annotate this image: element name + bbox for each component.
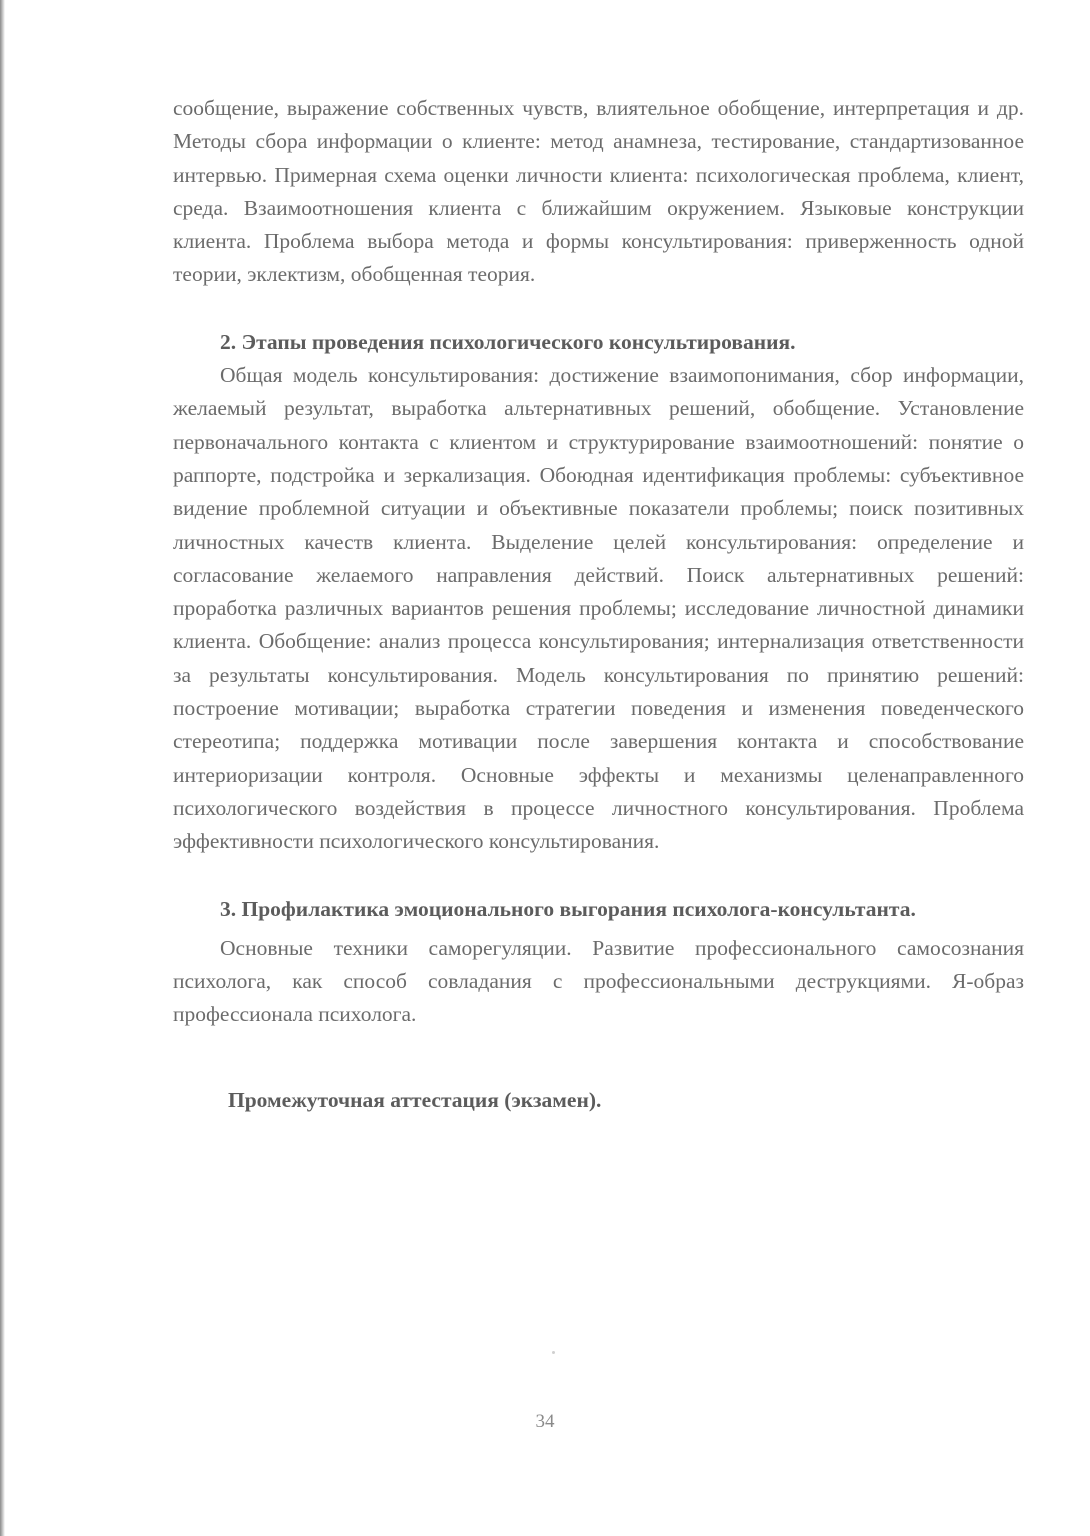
page-number: 34 (535, 1411, 555, 1432)
document-page (173, 92, 1024, 1117)
section-3-body: Основные техники саморегуляции. Развитие профессионального самосознания психолога, как способ совладания с профессиональными деструкциями. Я-образ профессионала психолога. (173, 935, 1024, 1027)
section-3-heading: 3. Профилактика эмоционального выгорания психолога-консультанта. (220, 896, 916, 921)
section-2-heading: 2. Этапы проведения психологического консультирования. (220, 329, 796, 354)
intro-paragraph: сообщение, выражение собственных чувств, влиятельное обобщение, интерпретация и др. Методы сбора информации о клиенте: метод анамнеза, тестирование, стандартизованное интервью. Примерная схема оценки личности клиента: психологическая проблема, клиент, среда. Взаимоотношения клиента с ближайшим окружением. Языковые конструкции клиента. Проблема выбора метода и формы консультирования: приверженность одной теории, эклектизм, обобщенная теория. (173, 96, 1024, 287)
section-2-body: Общая модель консультирования: достижение взаимопонимания, сбор информации, желаемый результат, выработка альтернативных решений, обобщение. Установление первоначального контакта с клиентом и структурирование взаимоотношений: понятие о раппорте, подстройка и зеркализация. Обоюдная идентификация проблемы: субъективное видение проблемной ситуации и объективные показатели проблемы; поиск позитивных личностных качеств клиента. Выделение целей консультирования: определение и согласование желаемого направления действий. Поиск альтернативных решений: проработка различных вариантов решения проблемы; исследование личностной динамики клиента. Обобщение: анализ процесса консультирования; интернализация ответственности за результаты консультирования. Модель консультирования по принятию решений: построение мотивации; выработка стратегии поведения и изменения поведенческого стереотипа; поддержка мотивации после завершения контакта и способствование интериоризации контроля. Основные эффекты и механизмы целенаправленного психологического воздействия в процессе личностного консультирования. Проблема эффективности психологического консультирования. (173, 363, 1024, 854)
scan-edge (0, 0, 5, 1536)
final-heading: Промежуточная аттестация (экзамен). (228, 1087, 602, 1112)
scan-speck (552, 1351, 555, 1354)
